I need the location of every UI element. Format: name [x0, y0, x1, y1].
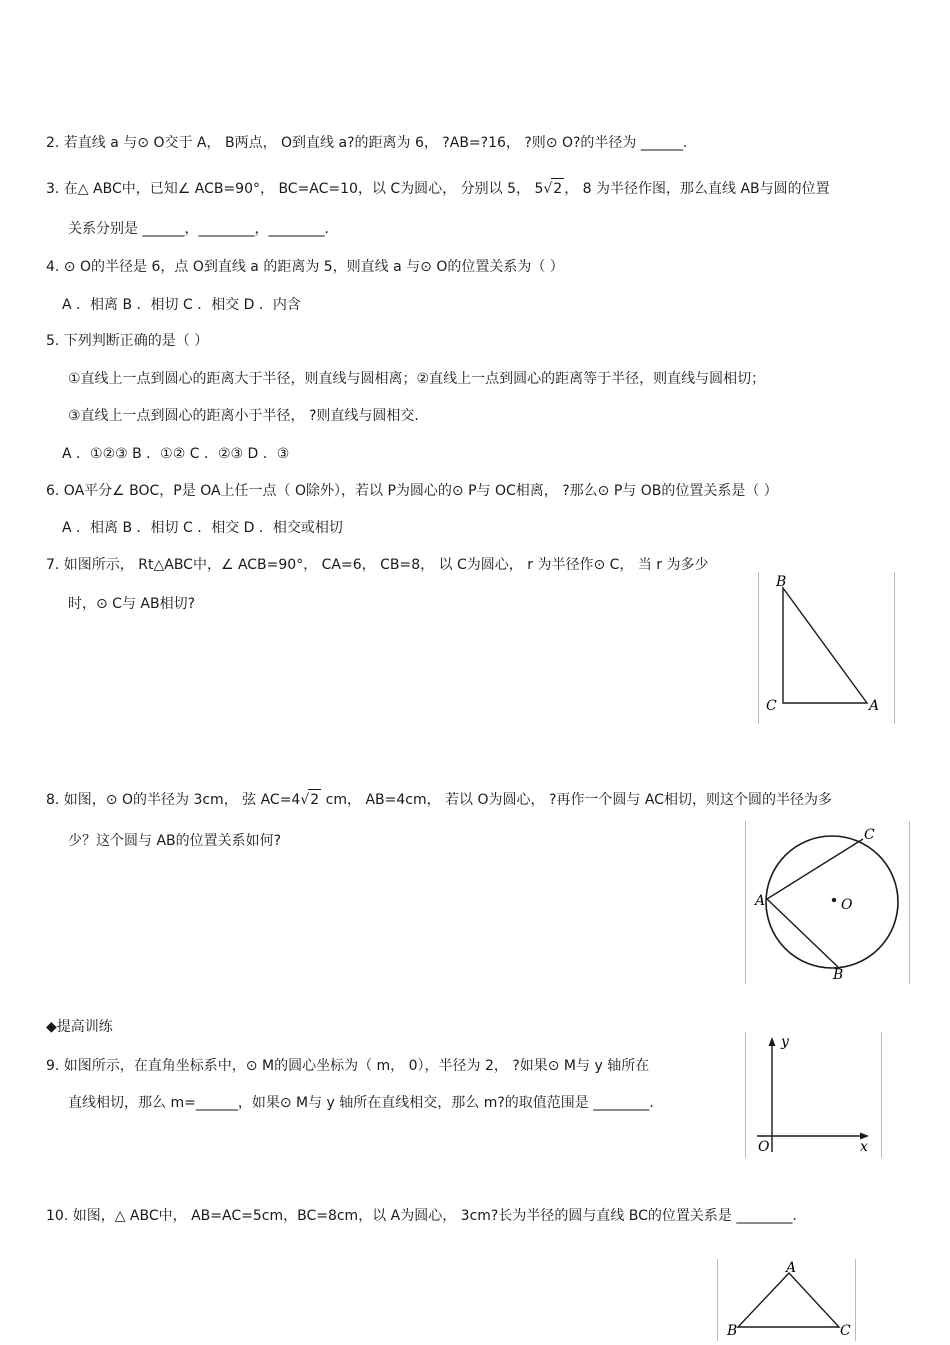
q8-text-post: cm， AB=4cm， 若以 O为圆心， ?再作一个圆与 AC相切，则这个圆的半径为多: [321, 792, 832, 808]
q8-text-pre: 8. 如图，⊙ O的半径为 3cm， 弦 AC=4: [46, 792, 301, 808]
figure-right-triangle: [758, 572, 896, 724]
figure-coordinate-axes: [745, 1032, 883, 1158]
question-8-line-2: 少？这个圆与 AB的位置关系如何?: [68, 833, 282, 849]
q8-sqrt: √2: [300, 789, 321, 810]
question-8-line-1: [46, 789, 832, 810]
label-c: C: [864, 827, 875, 843]
label-x: x: [860, 1139, 868, 1155]
question-5-options: A ．①②③ B ．①② C ．②③ D ．③: [62, 446, 290, 462]
q3-sqrt: √2: [543, 178, 564, 199]
label-a: A: [755, 893, 766, 909]
question-5-statement-2: ③直线上一点到圆心的距离小于半径， ?则直线与圆相交.: [68, 408, 419, 424]
label-c: C: [840, 1323, 851, 1339]
question-2: 2. 若直线 a 与⊙ O交于 A， B两点， O到直线 a?的距离为 6， ?AB=?16， ?则⊙ O?的半径为 ______.: [46, 135, 688, 151]
section-heading: ◆提高训练: [46, 1019, 113, 1035]
label-b: B: [833, 967, 844, 983]
q3-text-pre: 3. 在△ ABC中，已知∠ ACB=90°， BC=AC=10，以 C为圆心， 分别以 5， 5: [46, 181, 544, 197]
label-o: O: [841, 897, 853, 913]
question-3-line-2: 关系分别是 ______，________，________.: [68, 221, 329, 237]
triangle-abc-shape: [783, 588, 867, 703]
y-axis-arrow: [769, 1037, 776, 1046]
question-6-options: A ．相离 B ．相切 C ．相交 D ．相交或相切: [62, 520, 343, 536]
chord-ac: [767, 839, 863, 899]
center-dot: [832, 898, 836, 902]
question-10-line-1: 10. 如图，△ ABC中， AB=AC=5cm，BC=8cm，以 A为圆心， 3cm?长为半径的圆与直线 BC的位置关系是 ________.: [46, 1208, 797, 1224]
label-y: y: [781, 1034, 789, 1050]
question-4-options: A ．相离 B ．相切 C ．相交 D ．内含: [62, 297, 301, 313]
question-7-line-1: 7. 如图所示， Rt△ABC中，∠ ACB=90°， CA=6， CB=8， 以 C为圆心， r 为半径作⊙ C， 当 r 为多少: [46, 557, 709, 573]
question-4-stem: 4. ⊙ O的半径是 6，点 O到直线 a 的距离为 5，则直线 a 与⊙ O的位置关系为（ ）: [46, 259, 564, 275]
question-9-line-2: 直线相切，那么 m=______，如果⊙ M与 y 轴所在直线相交，那么 m?的取值范围是 ________.: [68, 1095, 654, 1111]
question-5-statement-1: ①直线上一点到圆心的距离大于半径，则直线与圆相离；②直线上一点到圆心的距离等于半径，则直线与圆相切；: [68, 371, 766, 387]
chord-ab: [767, 899, 838, 967]
q3-text-post: ， 8 为半径作图，那么直线 AB与圆的位置: [564, 181, 830, 197]
question-3-line-1: [46, 178, 830, 199]
question-7-line-2: 时，⊙ C与 AB相切?: [68, 596, 196, 612]
label-o: O: [758, 1139, 770, 1155]
question-6-stem: 6. OA平分∠ BOC，P是 OA上任一点（ O除外），若以 P为圆心的⊙ P与 OC相离， ?那么⊙ P与 OB的位置关系是（ ）: [46, 483, 778, 499]
label-b: B: [727, 1323, 738, 1339]
figure-circle-chords: [745, 821, 911, 984]
q3-sqrt-radicand: 2: [551, 178, 564, 199]
label-c: C: [766, 698, 777, 714]
label-b: B: [776, 574, 787, 590]
question-9-line-1: 9. 如图所示，在直角坐标系中，⊙ M的圆心坐标为（ m， 0），半径为 2， ?如果⊙ M与 y 轴所在: [46, 1058, 650, 1074]
circle-o: [766, 836, 898, 968]
q8-sqrt-radicand: 2: [308, 789, 321, 810]
label-a: A: [786, 1260, 797, 1276]
label-a: A: [869, 698, 880, 714]
figure-isosceles-triangle: [717, 1259, 859, 1341]
triangle-abc-shape: [738, 1273, 839, 1327]
question-5-stem: 5. 下列判断正确的是（ ）: [46, 333, 209, 349]
